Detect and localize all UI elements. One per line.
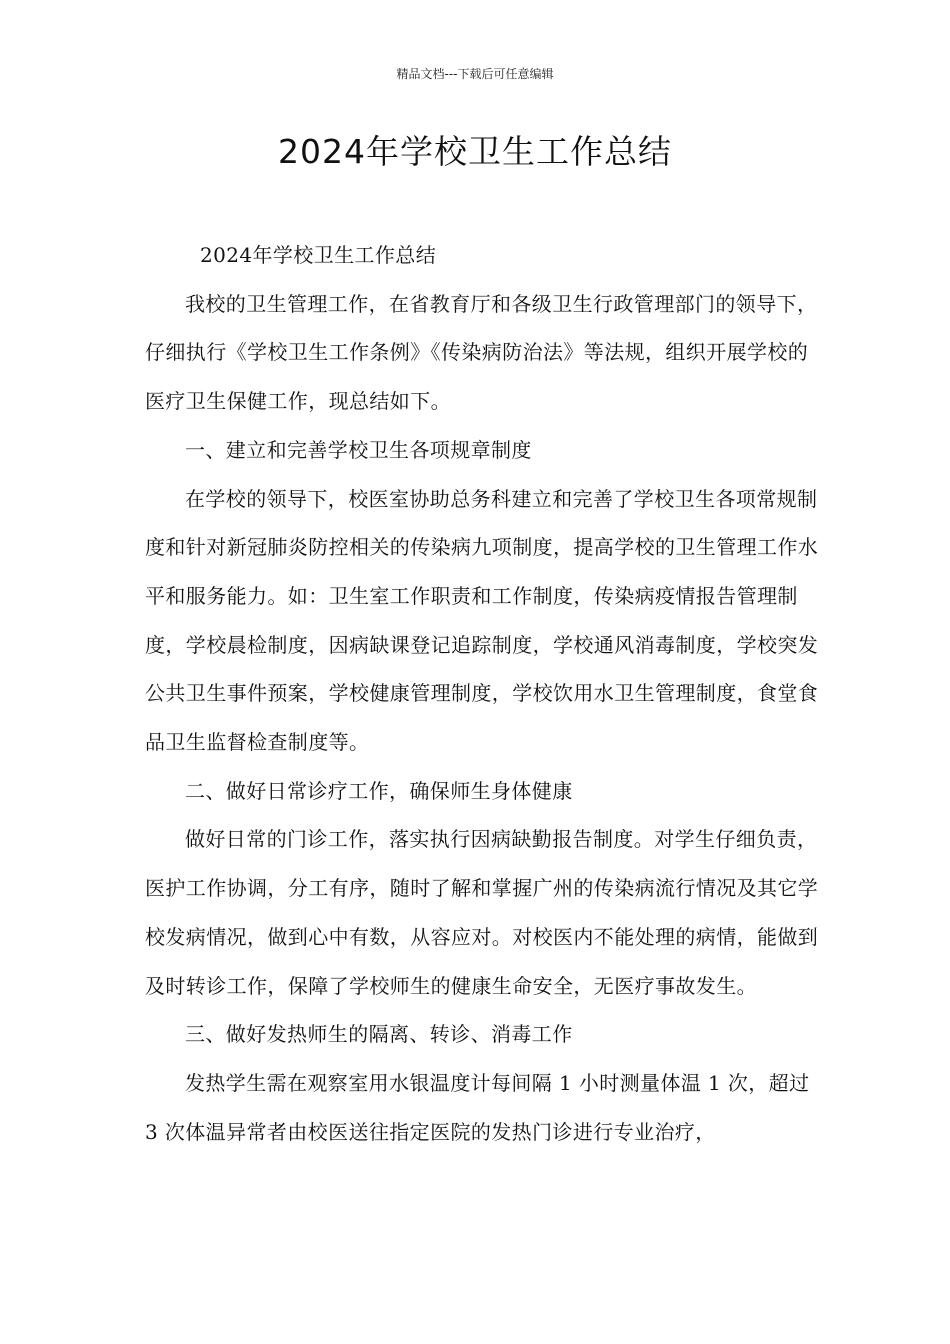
section-heading-2: 二、做好日常诊疗工作，确保师生身体健康 [185,778,573,803]
intro-paragraph: 我校的卫生管理工作，在省教育厅和各级卫生行政管理部门的领导下，仔细执行《学校卫生工作条例》《传染病防治法》等法规，组织开展学校的医疗卫生保健工作，现总结如下。 [145,291,818,414]
document-body [145,231,825,1156]
section-paragraph-1: 在学校的领导下，校医室协助总务科建立和完善了学校卫生各项常规制度和针对新冠肺炎防控相关的传染病九项制度，提高学校的卫生管理工作水平和服务能力。如：卫生室工作职责和工作制度，传染病疫情报告管理制度，学校晨检制度，因病缺课登记追踪制度，学校通风消毒制度，学校突发公共卫生事件预案，学校健康管理制度，学校饮用水卫生管理制度，食堂食品卫生监督检查制度等。 [145,486,819,755]
section-paragraph-3: 发热学生需在观察室用水银温度计每间隔 1 小时测量体温 1 次，超过 3 次体温异常者由校医送往指定医院的发热门诊进行专业治疗， [145,1070,810,1144]
section-heading-1: 一、建立和完善学校卫生各项规章制度 [185,437,532,462]
section-paragraph-2: 做好日常的门诊工作，落实执行因病缺勤报告制度。对学生仔细负责，医护工作协调，分工有序，随时了解和掌握广州的传染病流行情况及其它学校发病情况，做到心中有数，从容应对。对校医内不能处理的病情，能做到及时转诊工作，保障了学校师生的健康生命安全，无医疗事故发生。 [145,827,819,998]
subtitle-paragraph: 2024年学校卫生工作总结 [200,243,437,267]
section-heading-3: 三、做好发热师生的隔离、转诊、消毒工作 [185,1022,573,1047]
document-title: 2024年学校卫生工作总结 [278,132,672,171]
page-header-note: 精品文档---下载后可任意编辑 [396,67,554,81]
